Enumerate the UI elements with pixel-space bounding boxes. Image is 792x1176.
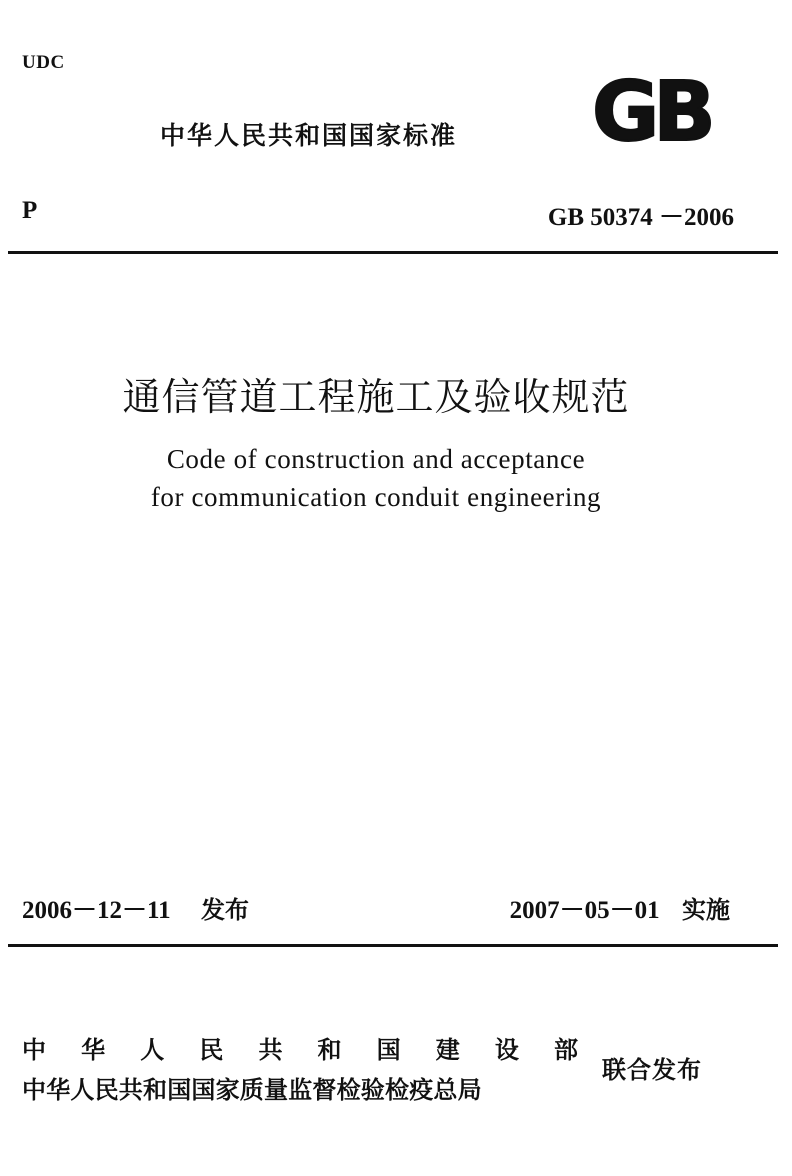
classification-code: P xyxy=(22,197,38,224)
title-english-line2: for communication conduit engineering xyxy=(150,482,602,512)
issue-label: 发布 xyxy=(200,896,249,924)
implement-date-block xyxy=(510,890,730,926)
gb-logo-text: GB xyxy=(592,74,710,146)
national-standard-heading: 中华人民共和国国家标准 xyxy=(160,121,458,150)
issuer-ministry-construction xyxy=(22,1030,578,1065)
joint-issue-label: 联合发布 xyxy=(602,1056,702,1084)
top-divider xyxy=(8,251,778,254)
udc-label: UDC xyxy=(22,52,65,73)
issue-date: 2006－12－11 xyxy=(22,897,171,924)
issuer1-char: 共 xyxy=(258,1036,283,1064)
bottom-divider xyxy=(8,944,778,947)
title-chinese: 通信管道工程施工及验收规范 xyxy=(122,375,630,419)
issuer1-char: 人 xyxy=(140,1036,165,1064)
issuer1-char: 中 xyxy=(22,1036,46,1064)
issuer1-char: 建 xyxy=(435,1036,460,1064)
standard-number: GB 50374 －2006 xyxy=(547,204,734,231)
issuer1-char: 国 xyxy=(376,1036,401,1064)
issue-date-block xyxy=(22,890,249,926)
implement-date: 2007－05－01 xyxy=(509,897,660,924)
implement-label: 实施 xyxy=(682,896,730,924)
issuer1-char: 和 xyxy=(317,1036,342,1064)
issuer-aqsiq: 中华人民共和国国家质量监督检验检疫总局 xyxy=(22,1076,482,1104)
issuer1-char: 华 xyxy=(81,1036,106,1064)
title-english-line1: Code of construction and acceptance xyxy=(166,444,586,474)
issuer1-char: 设 xyxy=(494,1036,519,1064)
issuer1-char: 部 xyxy=(553,1036,578,1064)
gb-logo xyxy=(590,74,732,146)
issuer1-char: 民 xyxy=(199,1036,224,1064)
